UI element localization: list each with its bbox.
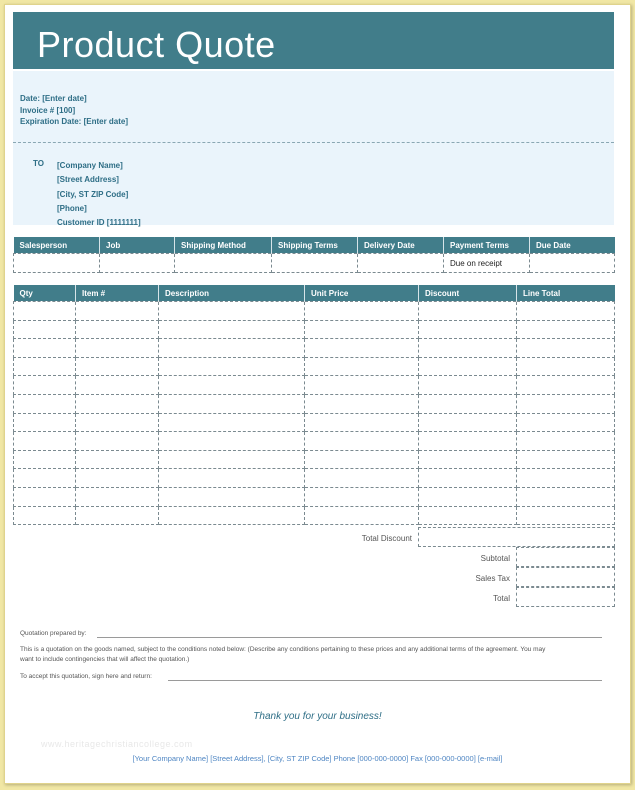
description-cell[interactable] [159, 487, 305, 506]
due-date-cell[interactable] [530, 254, 615, 273]
item-number-cell[interactable] [76, 413, 159, 432]
header-delivery-date: Delivery Date [358, 237, 444, 254]
line-total-cell[interactable] [517, 376, 615, 395]
item-number-cell[interactable] [76, 450, 159, 469]
item-number-cell[interactable] [76, 469, 159, 488]
description-cell[interactable] [159, 413, 305, 432]
table-row [14, 487, 615, 506]
sales-tax-label: Sales Tax [475, 574, 510, 583]
discount-cell[interactable] [419, 432, 517, 451]
unit-price-cell[interactable] [305, 487, 419, 506]
invoice-field[interactable]: Invoice # [100] [20, 105, 76, 115]
header-job: Job [100, 237, 175, 254]
info-divider [13, 142, 614, 143]
discount-cell[interactable] [419, 394, 517, 413]
quote-meta [20, 93, 128, 128]
description-cell[interactable] [159, 394, 305, 413]
header-item-number: Item # [76, 285, 159, 302]
table-row [14, 469, 615, 488]
discount-cell[interactable] [419, 450, 517, 469]
table-row [14, 432, 615, 451]
table-row [14, 376, 615, 395]
header-salesperson: Salesperson [14, 237, 100, 254]
total-label: Total [493, 594, 510, 603]
unit-price-cell[interactable] [305, 394, 419, 413]
description-cell[interactable] [159, 302, 305, 321]
unit-price-cell[interactable] [305, 469, 419, 488]
qty-cell[interactable] [14, 413, 76, 432]
description-cell[interactable] [159, 506, 305, 525]
table-row [14, 357, 615, 376]
salesperson-cell[interactable] [14, 254, 100, 273]
table-row [14, 302, 615, 321]
line-total-cell[interactable] [517, 469, 615, 488]
terms-line-2: want to include contingencies that will affect the quotation.) [20, 656, 190, 663]
line-total-cell[interactable] [517, 394, 615, 413]
unit-price-cell[interactable] [305, 413, 419, 432]
item-number-cell[interactable] [76, 357, 159, 376]
description-cell[interactable] [159, 357, 305, 376]
item-number-cell[interactable] [76, 487, 159, 506]
header-qty: Qty [14, 285, 76, 302]
title-banner [13, 12, 614, 69]
description-cell[interactable] [159, 432, 305, 451]
job-cell[interactable] [100, 254, 175, 273]
qty-cell[interactable] [14, 450, 76, 469]
street-address-field[interactable]: [Street Address] [57, 175, 119, 185]
signature-line[interactable] [168, 680, 602, 681]
city-state-zip-field[interactable]: [City, ST ZIP Code] [57, 189, 129, 199]
line-items-table [13, 285, 615, 525]
discount-cell[interactable] [419, 376, 517, 395]
customer-id-field[interactable]: Customer ID [1111111] [57, 218, 141, 228]
shipping-row [14, 254, 615, 273]
description-cell[interactable] [159, 320, 305, 339]
discount-cell[interactable] [419, 357, 517, 376]
total-discount-cell[interactable] [418, 527, 615, 547]
expiration-date-field[interactable]: Expiration Date: [Enter date] [20, 117, 129, 126]
total-discount-label: Total Discount [361, 534, 412, 543]
qty-cell[interactable] [14, 357, 76, 376]
unit-price-cell[interactable] [305, 450, 419, 469]
header-unit-price: Unit Price [305, 285, 419, 302]
qty-cell[interactable] [14, 394, 76, 413]
quote-page [4, 4, 631, 784]
shipping-header-row [14, 237, 615, 254]
discount-cell[interactable] [419, 506, 517, 525]
recipient-block [57, 159, 141, 230]
sales-tax-cell[interactable] [516, 567, 615, 587]
table-row [14, 320, 615, 339]
table-row [14, 506, 615, 525]
phone-field[interactable]: [Phone] [57, 203, 87, 213]
header-description: Description [159, 285, 305, 302]
item-number-cell[interactable] [76, 506, 159, 525]
table-row [14, 413, 615, 432]
unit-price-cell[interactable] [305, 506, 419, 525]
item-number-cell[interactable] [76, 394, 159, 413]
header-shipping-terms: Shipping Terms [272, 237, 358, 254]
items-header-row [14, 285, 615, 302]
line-total-cell[interactable] [517, 450, 615, 469]
description-cell[interactable] [159, 339, 305, 358]
page-title: Product Quote [37, 24, 276, 65]
prepared-by-line[interactable] [97, 637, 602, 638]
item-number-cell[interactable] [76, 302, 159, 321]
date-field[interactable]: Date: [Enter date] [20, 94, 87, 103]
total-cell[interactable] [516, 587, 615, 607]
line-total-cell[interactable] [517, 320, 615, 339]
description-cell[interactable] [159, 469, 305, 488]
delivery-date-cell[interactable] [358, 254, 444, 273]
header-due-date: Due Date [530, 237, 615, 254]
unit-price-cell[interactable] [305, 357, 419, 376]
info-box [13, 71, 614, 228]
company-contact-line: [Your Company Name] [Street Address], [City, ST ZIP Code] Phone [000-000-0000] Fax [000-000-0000] [e-mail] [132, 754, 503, 763]
qty-cell[interactable] [14, 469, 76, 488]
description-cell[interactable] [159, 376, 305, 395]
item-number-cell[interactable] [76, 320, 159, 339]
qty-cell[interactable] [14, 487, 76, 506]
shipping-terms-cell[interactable] [272, 254, 358, 273]
shipping-table [13, 237, 615, 273]
to-label: TO [33, 159, 44, 168]
header-line-total: Line Total [517, 285, 615, 302]
subtotal-label: Subtotal [480, 554, 510, 563]
discount-cell[interactable] [419, 302, 517, 321]
qty-cell[interactable] [14, 376, 76, 395]
qty-cell[interactable] [14, 432, 76, 451]
discount-cell[interactable] [419, 339, 517, 358]
table-row [14, 339, 615, 358]
line-total-cell[interactable] [517, 357, 615, 376]
subtotal-cell[interactable] [516, 547, 615, 567]
table-row [14, 450, 615, 469]
qty-cell[interactable] [14, 320, 76, 339]
discount-cell[interactable] [419, 320, 517, 339]
company-name-field[interactable]: [Company Name] [57, 161, 123, 170]
unit-price-cell[interactable] [305, 320, 419, 339]
header-shipping-method: Shipping Method [175, 237, 272, 254]
thank-you-message: Thank you for your business! [253, 711, 382, 722]
prepared-by-label: Quotation prepared by: [20, 630, 87, 637]
unit-price-cell[interactable] [305, 339, 419, 358]
terms-line-1: This is a quotation on the goods named, subject to the conditions noted below: (Describe any conditions pertaining to these prices and any additional terms of the agreement. You may [20, 646, 546, 653]
item-number-cell[interactable] [76, 376, 159, 395]
table-row [14, 394, 615, 413]
line-total-cell[interactable] [517, 413, 615, 432]
line-total-cell[interactable] [517, 487, 615, 506]
watermark: www.heritagechristiancollege.com [41, 739, 193, 749]
line-total-cell[interactable] [517, 506, 615, 525]
item-number-cell[interactable] [76, 432, 159, 451]
header-discount: Discount [419, 285, 517, 302]
line-total-cell[interactable] [517, 302, 615, 321]
line-total-cell[interactable] [517, 339, 615, 358]
header-payment-terms: Payment Terms [444, 237, 530, 254]
qty-cell[interactable] [14, 302, 76, 321]
description-cell[interactable] [159, 450, 305, 469]
qty-cell[interactable] [14, 339, 76, 358]
accept-label: To accept this quotation, sign here and return: [20, 673, 152, 680]
discount-cell[interactable] [419, 487, 517, 506]
line-total-cell[interactable] [517, 432, 615, 451]
discount-cell[interactable] [419, 413, 517, 432]
unit-price-cell[interactable] [305, 376, 419, 395]
unit-price-cell[interactable] [305, 432, 419, 451]
item-number-cell[interactable] [76, 339, 159, 358]
payment-terms-cell[interactable]: Due on receipt [444, 254, 530, 273]
discount-cell[interactable] [419, 469, 517, 488]
unit-price-cell[interactable] [305, 302, 419, 321]
qty-cell[interactable] [14, 506, 76, 525]
shipping-method-cell[interactable] [175, 254, 272, 273]
